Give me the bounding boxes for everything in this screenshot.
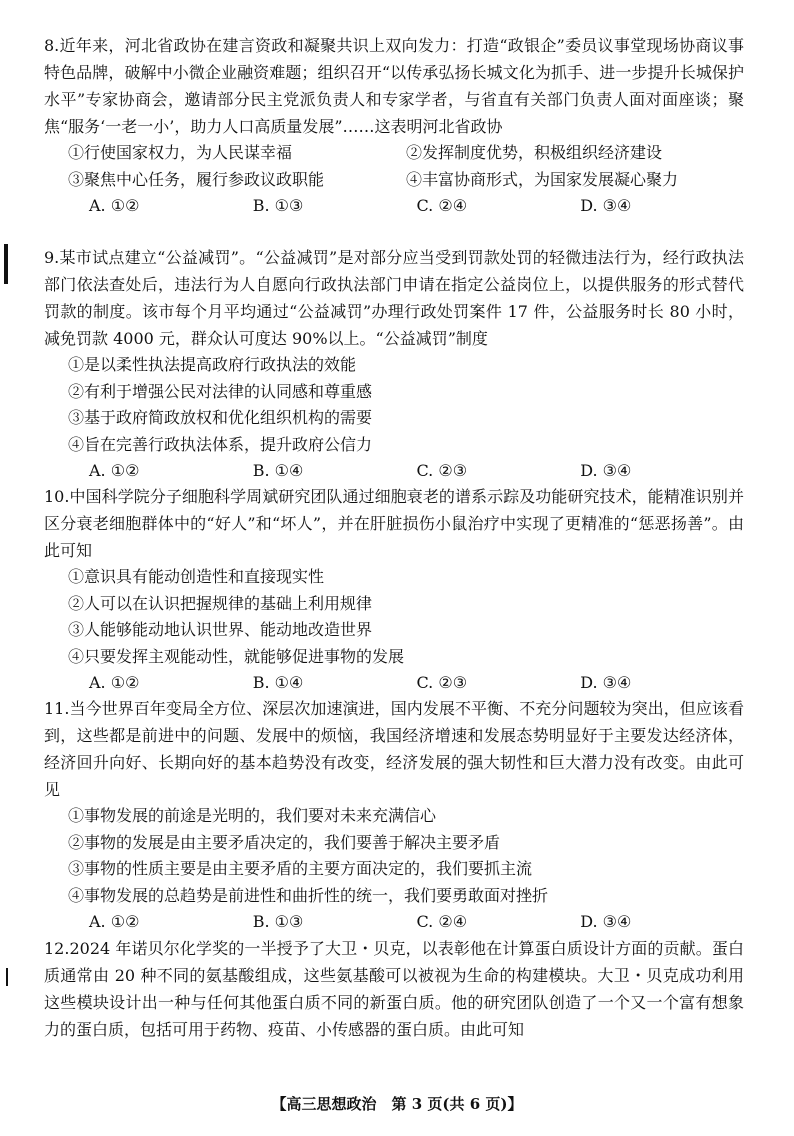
option-3: ③事物的性质主要是由主要矛盾的主要方面决定的，我们要抓主流 <box>68 859 533 878</box>
question-11 <box>44 695 744 936</box>
choice-c: C. ②④ <box>416 912 468 931</box>
choice-b: B. ①③ <box>252 912 304 931</box>
question-8 <box>44 32 744 220</box>
question-number: 10. <box>44 487 70 506</box>
option-2: ②事物的发展是由主要矛盾决定的，我们要善于解决主要矛盾 <box>68 832 501 852</box>
question-stem <box>44 244 744 352</box>
option-2: ②发挥制度优势，积极组织经济建设 <box>406 143 663 162</box>
choice-a: A. ①② <box>89 196 140 215</box>
scan-mark <box>4 244 8 284</box>
option-3: ③人能够能动地认识世界、能动地改造世界 <box>68 620 373 639</box>
question-text: 2024 年诺贝尔化学奖的一半授予了大卫・贝克，以表彰他在计算蛋白质设计方面的贡献。蛋白质通常由 20 种不同的氨基酸组成，这些氨基酸可以被视为生命的构建模块。大卫・贝克成功利用这些模块设计出一种与任何其他蛋白质不同的新蛋白质。他的研究团队创造了一个又一个富有想象力的蛋白质，包括可用于药物、疫苗、小传感器的蛋白质。由此可知 <box>44 939 744 1039</box>
choice-a: A. ①② <box>89 673 140 692</box>
choice-a: A. ①② <box>89 461 140 480</box>
page-footer: 【高三思想政治 第 3 页(共 6 页)】 <box>271 1095 523 1113</box>
question-stem <box>44 32 744 140</box>
choice-b: B. ①③ <box>252 196 304 215</box>
question-stem <box>44 483 744 564</box>
question-text: 某市试点建立“公益减罚”。“公益减罚”是对部分应当受到罚款处罚的轻微违法行为，经行政执法部门依法查处后，违法行为人自愿向行政执法部门申请在指定公益岗位上，以提供服务的形式替代罚款的制度。该市每个月平均通过“公益减罚”办理行政处罚案件 17 件，公益服务时长 80 小时，减免罚款 4000 元，群众认可度达 90%以上。“公益减罚”制度 <box>44 248 744 348</box>
question-text: 当今世界百年变局全方位、深层次加速演进，国内发展不平衡、不充分问题较为突出，但应该看到，这些都是前进中的问题、发展中的烦恼，我国经济增速和发展态势明显好于主要发达经济体，经济回升向好、长期向好的基本趋势没有改变，经济发展的强大韧性和巨大潜力没有改变。由此可见 <box>44 699 744 799</box>
choice-d: D. ③④ <box>580 196 632 215</box>
choice-c: C. ②③ <box>416 673 468 692</box>
question-number: 8. <box>44 36 60 55</box>
option-1: ①是以柔性执法提高政府行政执法的效能 <box>68 355 357 374</box>
option-row <box>44 167 744 194</box>
question-number: 9. <box>44 248 60 267</box>
choice-a: A. ①② <box>89 912 140 931</box>
question-9 <box>44 244 744 485</box>
answer-choices <box>44 193 744 220</box>
choice-c: C. ②③ <box>416 461 468 480</box>
choice-d: D. ③④ <box>580 461 632 480</box>
option-4: ④旨在完善行政执法体系，提升政府公信力 <box>68 434 373 454</box>
option-4: ④丰富协商形式，为国家发展凝心聚力 <box>406 169 679 189</box>
scan-mark <box>6 968 8 986</box>
question-number: 11. <box>44 699 70 718</box>
option-3: ③基于政府简政放权和优化组织机构的需要 <box>68 408 373 427</box>
choice-c: C. ②④ <box>416 196 468 215</box>
option-row <box>44 140 744 167</box>
option-2: ②人可以在认识把握规律的基础上利用规律 <box>68 593 373 613</box>
question-10 <box>44 483 744 697</box>
choice-d: D. ③④ <box>580 673 632 692</box>
option-1: ①事物发展的前途是光明的，我们要对未来充满信心 <box>68 806 437 825</box>
question-text: 中国科学院分子细胞科学周斌研究团队通过细胞衰老的谱系示踪及功能研究技术，能精准识别并区分衰老细胞群体中的“好人”和“坏人”，并在肝脏损伤小鼠治疗中实现了更精准的“惩恶扬善”。由此可知 <box>44 487 744 560</box>
question-text: 近年来，河北省政协在建言资政和凝聚共识上双向发力：打造“政银企”委员议事堂现场协商议事特色品牌，破解中小微企业融资难题；组织召开“以传承弘扬长城文化为抓手、进一步提升长城保护水平”专家协商会，邀请部分民主党派负责人和专家学者，与省直有关部门负责人面对面座谈；聚焦“服务‘一老一小’，助力人口高质量发展”……这表明河北省政协 <box>44 36 744 136</box>
option-1: ①意识具有能动创造性和直接现实性 <box>68 567 325 586</box>
option-4: ④事物发展的总趋势是前进性和曲折性的统一，我们要勇敢面对挫折 <box>68 885 549 905</box>
option-4: ④只要发挥主观能动性，就能够促进事物的发展 <box>68 646 405 666</box>
choice-b: B. ①④ <box>252 673 304 692</box>
answer-choices <box>44 909 744 936</box>
answer-choices <box>44 458 744 485</box>
option-3: ③聚焦中心任务，履行参政议政职能 <box>68 169 325 189</box>
option-2: ②有利于增强公民对法律的认同感和尊重感 <box>68 381 373 401</box>
answer-choices <box>44 670 744 697</box>
choice-d: D. ③④ <box>580 912 632 931</box>
option-1: ①行使国家权力，为人民谋幸福 <box>68 143 293 162</box>
choice-b: B. ①④ <box>252 461 304 480</box>
question-12 <box>44 935 744 1043</box>
question-number: 12. <box>44 939 70 958</box>
question-stem <box>44 935 744 1043</box>
question-stem <box>44 695 744 803</box>
